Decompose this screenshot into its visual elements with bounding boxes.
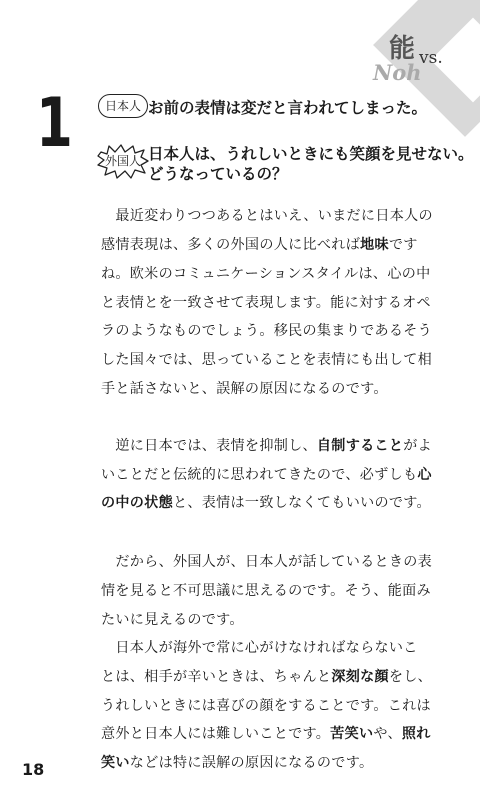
emphasis: 地味	[360, 237, 389, 253]
emphasis: 自制すること	[316, 438, 404, 454]
body-line: した国々では、思っていることを表情にも出して相	[101, 352, 433, 368]
body-line: うれしいときには喜びの顔をすることです。これは	[101, 698, 431, 714]
emphasis: 心	[417, 467, 432, 483]
body-line: とは、相手が辛いときは、ちゃんと深刻な顔をし、	[101, 669, 433, 685]
emphasis: 苦笑い	[330, 726, 374, 742]
body-line: 手と話さないと、誤解の原因になるのです。	[101, 381, 388, 397]
foreigner-question-line-2: どうなっているの？	[148, 165, 288, 183]
japanese-question: お前の表情は変だと言われてしまった。	[148, 99, 428, 117]
foreigner-question-line-1: 日本人は、うれしいときにも笑顔を見せない。	[148, 145, 474, 163]
body-line: と表情とを一致させて表現します。能に対するオペ	[101, 295, 431, 311]
page-number: 18	[22, 760, 45, 779]
body-line: たいに見えるのです。	[101, 612, 244, 628]
body-line: ね。欧米のコミュニケーションスタイルは、心の中	[101, 266, 431, 282]
body-line: 意外と日本人には難しいことです。苦笑いや、照れ	[101, 726, 431, 742]
header-roman: Noh	[373, 60, 422, 85]
body-line: いことだと伝統的に思われてきたので、必ずしも心	[101, 467, 432, 483]
emphasis: 照れ	[401, 726, 431, 742]
japanese-speaker-badge: 日本人	[98, 94, 148, 118]
header-kanji: 能	[389, 34, 416, 64]
body-line: 日本人が海外で常に心がけなければならないこ	[101, 640, 418, 656]
foreigner-speaker-label: 外国人	[105, 154, 142, 168]
body-line: 逆に日本では、表情を抑制し、自制することがよ	[101, 438, 433, 454]
body-line: だから、外国人が、日本人が話しているときの表	[101, 554, 433, 570]
body-line: 情を見ると不可思議に思えるのです。そう、能面み	[101, 583, 431, 599]
body-line: ラのようなものでしょう。移民の集まりであるそう	[101, 323, 433, 339]
body-line: 感情表現は、多くの外国の人に比べれば地味です	[101, 237, 418, 253]
emphasis: の中の状態	[101, 495, 173, 511]
body-line: 笑いなどは特に誤解の原因になるのです。	[101, 755, 374, 771]
emphasis: 笑い	[101, 755, 130, 771]
body-line: 最近変わりつつあるとはいえ、いまだに日本人の	[101, 208, 433, 224]
emphasis: 深刻な顔	[331, 669, 389, 685]
header-vs: vs.	[419, 48, 443, 68]
foreigner-speaker-badge	[97, 144, 149, 180]
chapter-number: 1	[36, 84, 73, 163]
body-line: の中の状態と、表情は一致しなくてもいいのです。	[101, 495, 431, 511]
